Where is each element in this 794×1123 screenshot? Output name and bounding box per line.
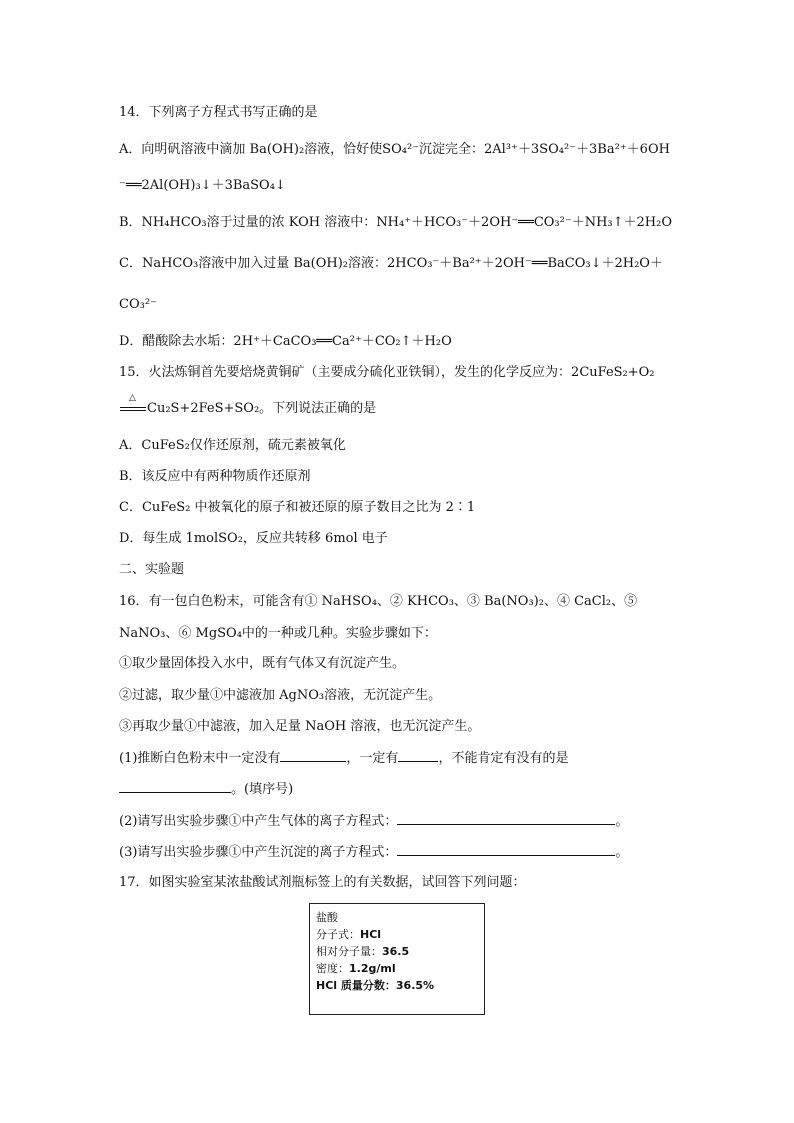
reagent-label (309, 903, 485, 1015)
q15-stem-line2 (119, 400, 376, 418)
answer-blank-uncertain[interactable] (119, 780, 231, 793)
q16-part3-text: (3)请写出实验步骤①中产生沉淀的离子方程式： (119, 845, 398, 860)
q17-stem: 17．如图实验室某浓盐酸试剂瓶标签上的有关数据，试回答下列问题： (119, 875, 526, 890)
section-title: 二、实验题 (119, 562, 185, 577)
q14-option-a-line1: A．向明矾溶液中滴加 Ba(OH)₂溶液，恰好使SO₄²⁻沉淀完全：2Al³⁺＋3SO₄²⁻＋3Ba²⁺＋6OH (119, 142, 670, 157)
q14-stem: 14．下列离子方程式书写正确的是 (119, 105, 318, 120)
q15-option-d: D．每生成 1molSO₂，反应共转移 6mol 电子 (119, 531, 388, 546)
q16-part3 (119, 843, 628, 862)
label-formula-row (316, 926, 484, 943)
q14-option-a-line2: ⁻══2Al(OH)₃↓＋3BaSO₄↓ (119, 178, 286, 193)
label-fraction-value: 36.5% (395, 979, 435, 992)
q14-option-d: D．醋酸除去水垢：2H⁺＋CaCO₃══Ca²⁺＋CO₂↑＋H₂O (119, 334, 452, 349)
q16-stem-line2: NaNO₃、⑥ MgSO₄中的一种或几种。实验步骤如下： (119, 626, 437, 641)
q16-step-1: ①取少量固体投入水中，既有气体又有沉淀产生。 (119, 656, 406, 671)
label-density-row (316, 960, 484, 977)
q16-part2 (119, 812, 628, 831)
label-mw-row (316, 943, 484, 960)
label-density-key: 密度： (316, 962, 349, 975)
q16-step-2: ②过滤，取少量①中滤液加 AgNO₃溶液，无沉淀产生。 (119, 688, 442, 703)
q15-stem-line1: 15．火法炼铜首先要焙烧黄铜矿（主要成分硫化亚铁铜），发生的化学反应为：2CuFeS₂+O₂ (119, 365, 655, 380)
q16-part1-text-b: ，一定有 (346, 751, 399, 766)
label-mw-key: 相对分子量： (316, 945, 382, 958)
answer-blank-definitely-present[interactable] (398, 749, 438, 762)
q16-part1-line1 (119, 749, 568, 768)
q15-option-b: B．该反应中有两种物质作还原剂 (119, 469, 311, 484)
q16-step-3: ③再取少量①中滤液，加入足量 NaOH 溶液，也无沉淀产生。 (119, 719, 481, 734)
q14-option-c-line2: CO₃²⁻ (119, 297, 157, 312)
reaction-equals-sign (120, 407, 146, 411)
label-mw-value: 36.5 (382, 945, 410, 958)
q16-stem-line1: 16．有一包白色粉末，可能含有① NaHSO₄、② KHCO₃、③ Ba(NO₃)₂、④ CaCl₂、⑤ (119, 594, 638, 609)
label-formula-value: HCl (360, 928, 382, 941)
q14-option-b: B．NH₄HCO₃溶于过量的浓 KOH 溶液中：NH₄⁺＋HCO₃⁻＋2OH⁻══CO₃²⁻＋NH₃↑＋2H₂O (119, 215, 673, 230)
label-formula-key: 分子式： (316, 928, 360, 941)
q16-part1-text-c: ，不能肯定有没有的是 (438, 751, 569, 766)
label-fraction-key: HCl 质量分数： (316, 979, 396, 992)
q16-part2-end: 。 (615, 814, 629, 829)
answer-blank-gas-equation[interactable] (397, 812, 615, 825)
q16-part1-line2 (119, 780, 293, 799)
heating-triangle-icon: △ (129, 393, 136, 403)
q14-option-c-line1: C．NaHCO₃溶液中加入过量 Ba(OH)₂溶液：2HCO₃⁻＋Ba²⁺＋2OH⁻══BaCO₃↓＋2H₂O＋ (119, 256, 663, 271)
q16-part2-text: (2)请写出实验步骤①中产生气体的离子方程式： (119, 814, 398, 829)
label-name: 盐酸 (316, 911, 338, 924)
q15-option-a: A．CuFeS₂仅作还原剂，硫元素被氧化 (119, 438, 346, 453)
q15-stem-line2-text: Cu₂S+2FeS+SO₂。下列说法正确的是 (147, 401, 377, 416)
answer-blank-definitely-absent[interactable] (280, 749, 346, 762)
q16-part1-text-d: 。(填序号) (231, 782, 294, 797)
answer-blank-precipitate-equation[interactable] (397, 843, 615, 856)
q15-option-c: C．CuFeS₂ 中被氧化的原子和被还原的原子数目之比为 2∶1 (119, 500, 476, 515)
label-fraction-row (316, 977, 484, 994)
q16-part3-end: 。 (615, 845, 629, 860)
label-density-value: 1.2g/ml (349, 962, 396, 975)
q16-part1-text-a: (1)推断白色粉末中一定没有 (119, 751, 281, 766)
